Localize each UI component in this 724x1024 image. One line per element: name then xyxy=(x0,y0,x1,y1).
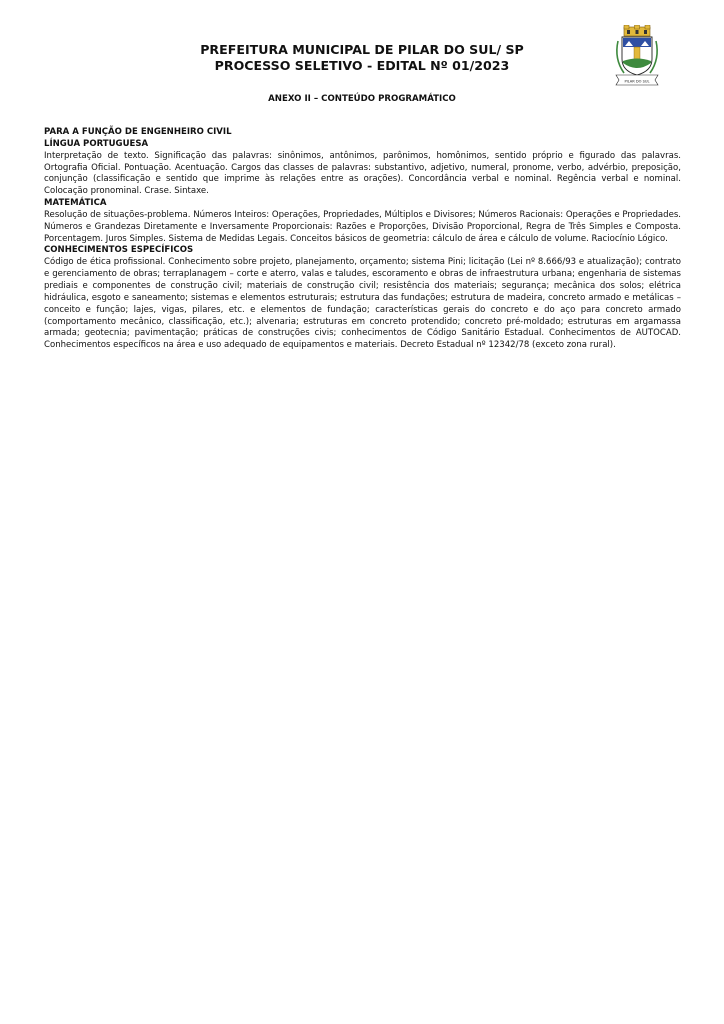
annex-title: ANEXO II – CONTEÚDO PROGRAMÁTICO xyxy=(268,94,456,104)
section-body-math: Resolução de situações-problema. Números Inteiros: Operações, Propriedades, Múltiplos e Divisores; Números Racionais: Operações e Propriedades. Números e Grandezas Diretamente e Inversamente Proporcionais: Razões e Proporções, Divisão Proporcional, Regra de Três Simples e Composta. Porcentagem. Juros Simples. Sistema de Medidas Legais. Conceitos básicos de geometria: cálculo de área e cálculo de volume. Raciocínio Lógico. xyxy=(44,209,681,244)
section-heading-math: MATEMÁTICA xyxy=(44,198,107,209)
svg-text:PILAR DO SUL: PILAR DO SUL xyxy=(624,79,650,84)
section-body-portuguese: Interpretação de texto. Significação das palavras: sinônimos, antônimos, parônimos, homônimos, sentido próprio e figurado das palavras. Ortografia Oficial. Pontuação. Acentuação. Cargos das classes de palavras: substantivo, adjetivo, numeral, pronome, verbo, advérbio, preposição, conjunção (classificação e sentido que imprime às relações entre as orações). Concordância verbal e nominal. Regência verbal e nominal. Colocação pronominal. Crase. Sintaxe. xyxy=(44,150,681,197)
document-header xyxy=(150,42,574,74)
header-subtitle: PROCESSO SELETIVO - EDITAL Nº 01/2023 xyxy=(214,58,510,73)
section-body-specific: Código de ética profissional. Conhecimento sobre projeto, planejamento, orçamento; sistema Pini; licitação (Lei nº 8.666/93 e atualização); contrato e gerenciamento de obras; terraplanagem – corte e aterro, valas e taludes, escoramento e obras de infraestrutura urbana; engenharia de sistemas prediais e componentes de construção civil; materiais de construção civil; resistência dos materiais; segurança; mecânica dos solos; elétrica hidráulica, esgoto e saneamento; sistemas e elementos estruturais; estrutura das fundações; estrutura de madeira, concreto armado e metálicas – conceito e função; lajes, vigas, pilares, etc. e elementos de fundação; características gerais do concreto e do aço para concreto armado (comportamento mecânico, classificação, etc.); alvenaria; estruturas em concreto protendido; concreto pré-moldado; estruturas em argamassa armada; geotecnia; pavimentação; práticas de construções civis; conhecimentos de Código Sanitário Estadual. Conhecimentos de AUTOCAD. Conhecimentos específicos na área e uso adequado de equipamentos e materiais. Decreto Estadual nº 12342/78 (exceto zona rural). xyxy=(44,257,681,351)
municipal-coat-of-arms-icon xyxy=(612,25,662,87)
document-body xyxy=(44,127,681,352)
function-title: PARA A FUNÇÃO DE ENGENHEIRO CIVIL xyxy=(44,127,232,137)
section-heading-portuguese: LÍNGUA PORTUGUESA xyxy=(44,138,149,149)
header-title: PREFEITURA MUNICIPAL DE PILAR DO SUL/ SP xyxy=(200,42,524,57)
section-heading-specific: CONHECIMENTOS ESPECÍFICOS xyxy=(44,245,194,256)
